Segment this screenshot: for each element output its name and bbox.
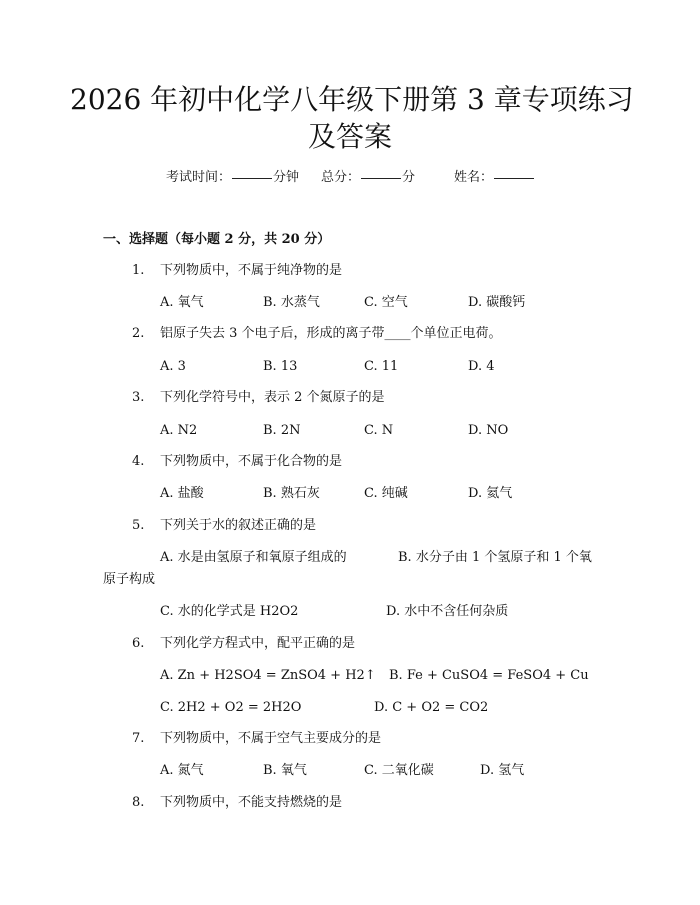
option-d: D. 4 bbox=[468, 359, 495, 374]
question-text: 下列物质中，不属于化合物的是 bbox=[160, 454, 343, 469]
option-c: C. N bbox=[364, 423, 394, 438]
option-b: B. 熟石灰 bbox=[263, 486, 320, 501]
question-number: 1. bbox=[132, 263, 145, 278]
option-d: D. 水中不含任何杂质 bbox=[386, 604, 509, 619]
option-c: C. 空气 bbox=[364, 295, 408, 310]
exam-time-unit: 分钟 bbox=[273, 170, 300, 185]
question-text: 下列化学方程式中，配平正确的是 bbox=[160, 636, 356, 651]
option-b: B. 水蒸气 bbox=[263, 295, 320, 310]
option-d: D. 氦气 bbox=[468, 486, 513, 501]
option-a: A. Zn + H2SO4 = ZnSO4 + H2↑ bbox=[160, 668, 376, 683]
exam-time-blank bbox=[232, 178, 272, 179]
question-number: 2. bbox=[132, 326, 145, 341]
exam-time-label: 考试时间： bbox=[166, 170, 232, 185]
student-name-blank bbox=[494, 178, 534, 179]
page-title-line-1: 2026 年初中化学八年级下册第 3 章专项练习 bbox=[70, 83, 634, 116]
section-title-multiple-choice: 一、选择题（每小题 2 分，共 20 分） bbox=[103, 232, 331, 247]
student-name bbox=[454, 170, 535, 186]
option-a: A. 水是由氢原子和氧原子组成的 bbox=[160, 550, 347, 565]
option-a: A. 盐酸 bbox=[160, 486, 204, 501]
option-a: A. 氮气 bbox=[160, 763, 204, 778]
question-text: 铝原子失去 3 个电子后，形成的离子带____个单位正电荷。 bbox=[160, 326, 502, 341]
question-number: 3. bbox=[132, 390, 145, 405]
question-number: 6. bbox=[132, 636, 145, 651]
option-c: C. 11 bbox=[364, 359, 399, 374]
option-b: B. 水分子由 1 个氢原子和 1 个氧 bbox=[398, 550, 592, 565]
exam-score-unit: 分 bbox=[402, 170, 416, 185]
option-a: A. 3 bbox=[160, 359, 186, 374]
option-b: B. 氧气 bbox=[263, 763, 307, 778]
option-b: B. 2N bbox=[263, 423, 301, 438]
question-text: 下列化学符号中，表示 2 个氮原子的是 bbox=[160, 390, 385, 405]
exam-meta bbox=[0, 170, 700, 186]
page-title-line-2: 及答案 bbox=[307, 120, 392, 153]
question-text: 下列物质中，不能支持燃烧的是 bbox=[160, 795, 343, 810]
option-c: C. 二氧化碳 bbox=[364, 763, 434, 778]
option-b: B. 13 bbox=[263, 359, 298, 374]
question-text: 下列物质中，不属于空气主要成分的是 bbox=[160, 731, 382, 746]
exam-score-blank bbox=[361, 178, 401, 179]
option-b: B. Fe + CuSO4 = FeSO4 + Cu bbox=[389, 668, 589, 683]
question-number: 4. bbox=[132, 454, 145, 469]
question-number: 5. bbox=[132, 518, 145, 533]
option-d: D. 氢气 bbox=[480, 763, 525, 778]
student-name-label: 姓名： bbox=[454, 170, 494, 185]
question-text: 下列物质中，不属于纯净物的是 bbox=[160, 263, 343, 278]
question-number: 8. bbox=[132, 795, 145, 810]
option-c: C. 纯碱 bbox=[364, 486, 408, 501]
exam-time bbox=[166, 170, 299, 186]
option-d: D. NO bbox=[468, 423, 509, 438]
option-a: A. N2 bbox=[160, 423, 198, 438]
option-c: C. 2H2 + O2 = 2H2O bbox=[160, 700, 302, 715]
option-d: D. C + O2 = CO2 bbox=[374, 700, 489, 715]
option-b-continuation: 原子构成 bbox=[103, 572, 156, 587]
question-number: 7. bbox=[132, 731, 145, 746]
option-a: A. 氧气 bbox=[160, 295, 204, 310]
question-text: 下列关于水的叙述正确的是 bbox=[160, 518, 317, 533]
exam-score-label: 总分： bbox=[321, 170, 361, 185]
exam-score bbox=[321, 170, 415, 186]
option-c: C. 水的化学式是 H2O2 bbox=[160, 604, 299, 619]
option-d: D. 碳酸钙 bbox=[468, 295, 526, 310]
